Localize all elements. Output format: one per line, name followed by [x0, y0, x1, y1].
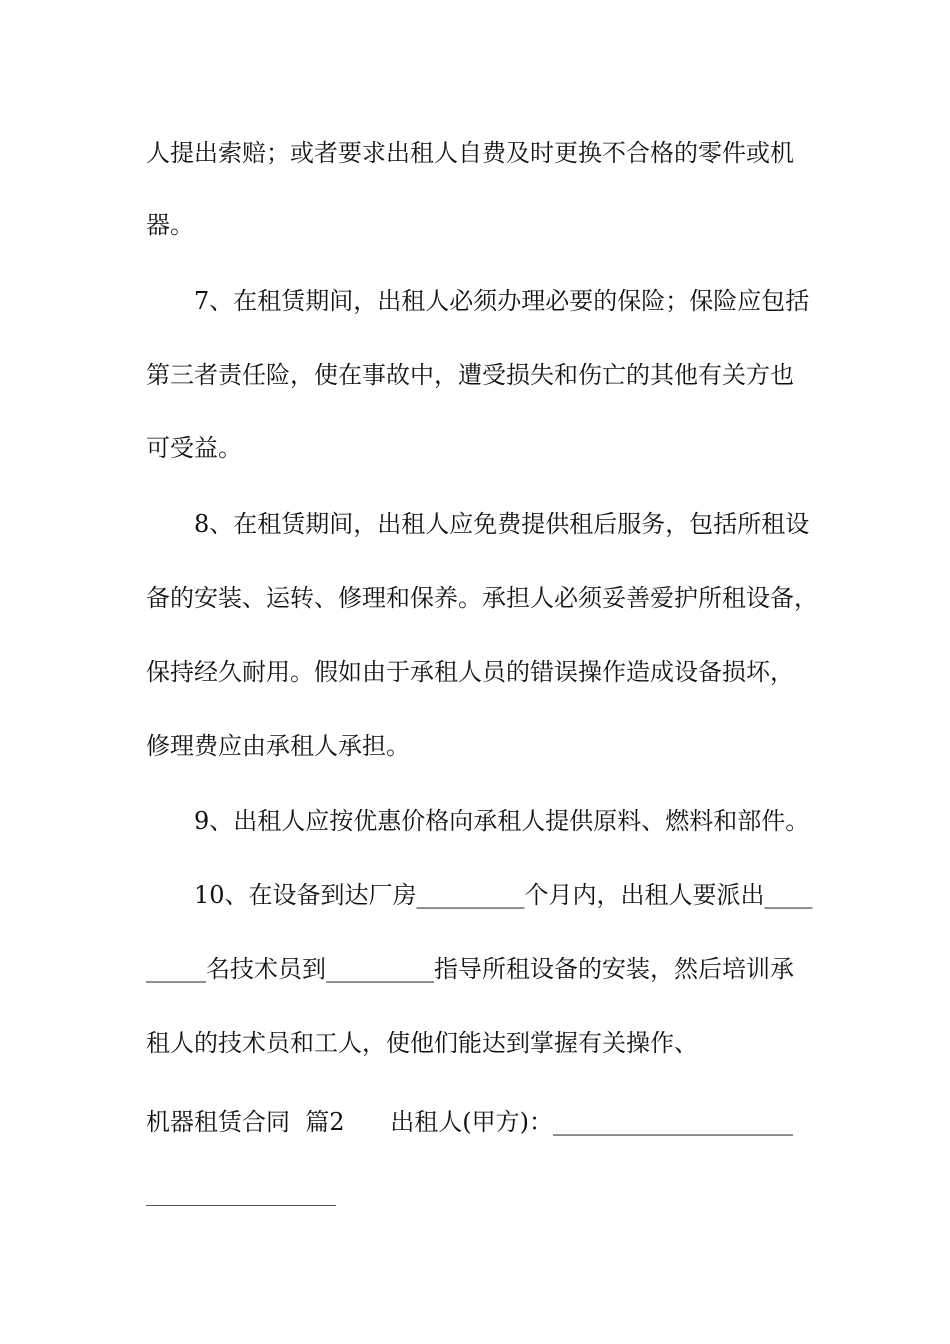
text-line: 修理费应由承租人承担。 [146, 732, 410, 760]
text-line: 租人的技术员和工人，使他们能达到掌握有关操作、 [146, 1029, 698, 1057]
text-line: _____名技术员到_________指导所租设备的安装，然后培训承 [146, 955, 794, 983]
text-line: 保持经久耐用。假如由于承租人员的错误操作造成设备损坏， [146, 658, 794, 686]
text-line: 可受益。 [146, 434, 242, 462]
text-line: 第三者责任险，使在事故中，遭受损失和伤亡的其他有关方也 [146, 361, 794, 389]
clause-8-line: 8、在租赁期间，出租人应免费提供租后服务，包括所租设 [194, 510, 810, 538]
text-line: 备的安装、运转、修理和保养。承担人必须妥善爱护所租设备， [146, 584, 818, 612]
contract-2-heading-line: 机器租赁合同 篇2 出租人(甲方)：____________________ [146, 1108, 794, 1136]
clause-7-line: 7、在租赁期间，出租人必须办理必要的保险；保险应包括 [194, 287, 810, 315]
clause-9-line: 9、出租人应按优惠价格向承租人提供原料、燃料和部件。 [194, 807, 810, 835]
clause-10-line: 10、在设备到达厂房_________个月内，出租人要派出____ [194, 881, 813, 909]
text-line: 器。 [146, 211, 194, 239]
fill-in-blank-line [146, 1205, 336, 1206]
text-line: 人提出索赔；或者要求出租人自费及时更换不合格的零件或机 [146, 139, 794, 167]
